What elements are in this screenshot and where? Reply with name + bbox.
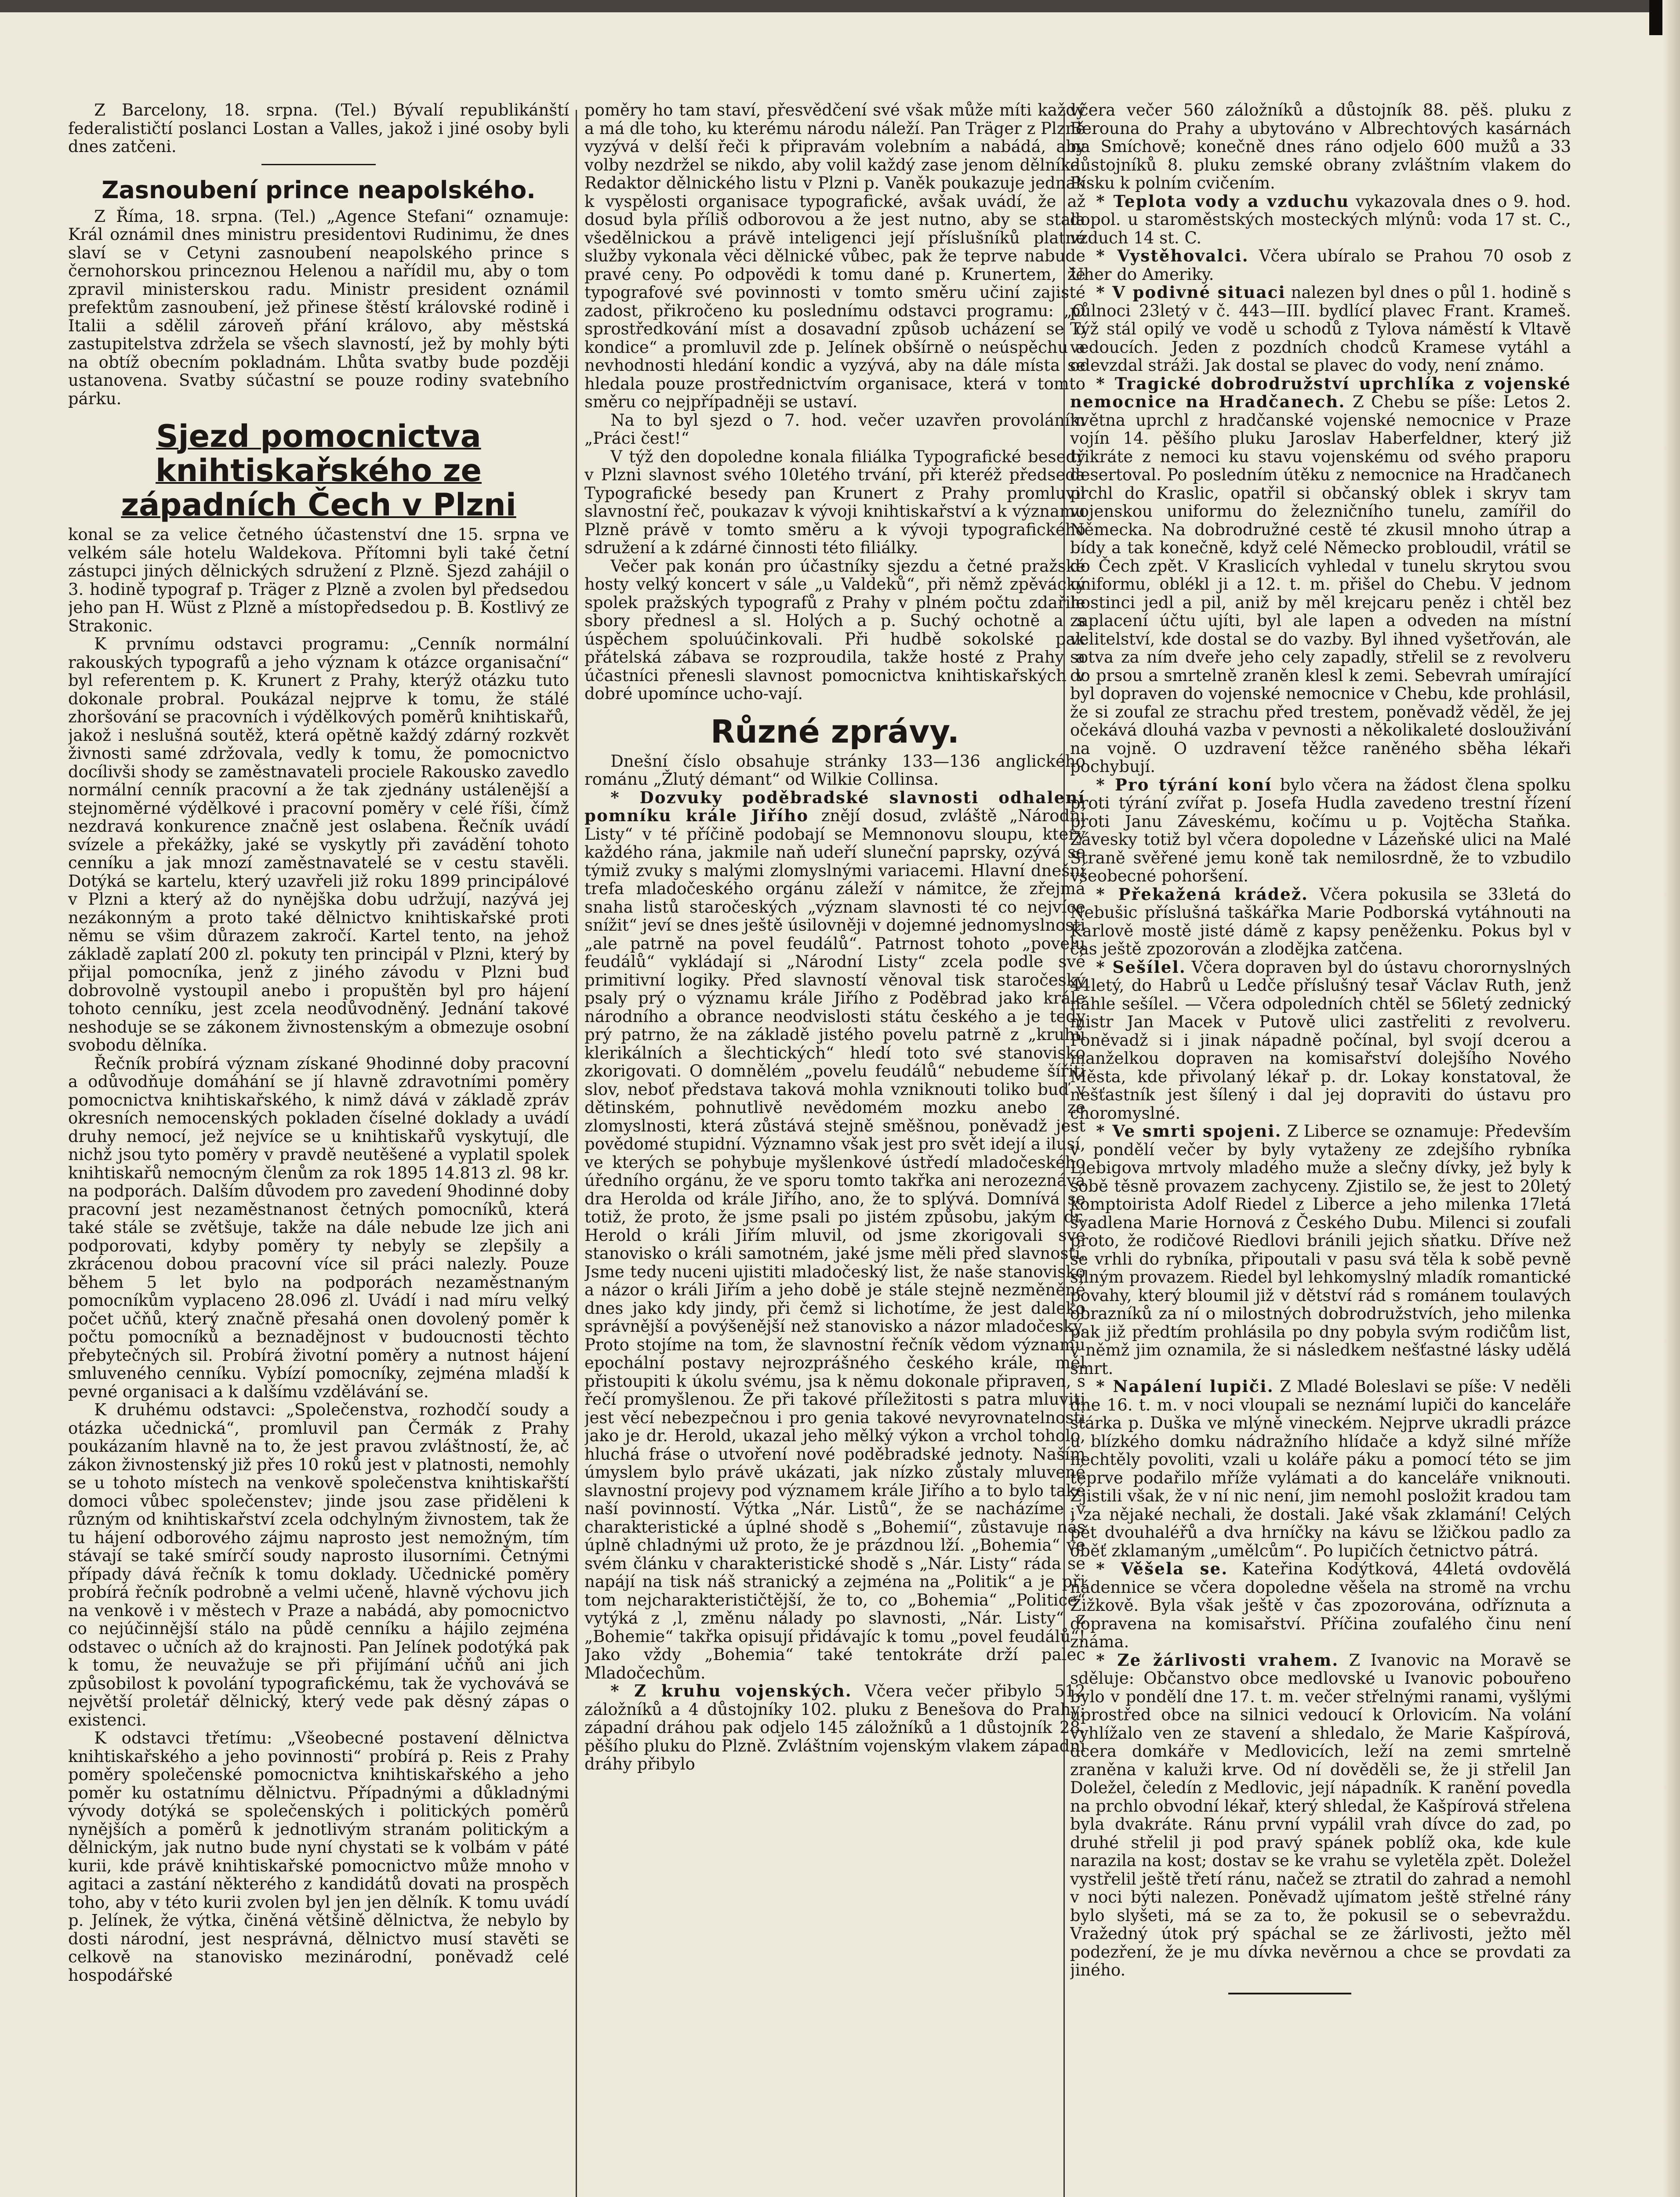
news-item-heading: * Dozvuky poděbradské slavnosti odhalení pomníku krále Jiřího xyxy=(584,787,1085,825)
news-item-military: * Z kruhu vojenských. Včera večer přibylo 512 záložníků a 4 důstojníky 102. pluku z Benešova do Prahy; západní dráhou pak odjelo 145 záložníků a 1 důstojník 28. pěšího pluku do Plzně. Zvláštním vojenským vlakem západní dráhy přibylo xyxy=(584,1681,1085,1773)
separator xyxy=(261,164,376,165)
news-item-theft: * Překažená krádež. Včera pokusila se 33letá do Nebušic příslušná taškářka Marie Podborská vytáhnouti na Karlově mostě jisté dámě z kapsy peněženku. Pokus byl v čas ještě zpozorován a zlodějka zatčena. xyxy=(1070,884,1571,958)
prince-text: Z Říma, 18. srpna. (Tel.) „Agence Stefani“ oznamuje: Král oznámil dnes ministru presidentovi Rudinimu, že dnes slaví se v Cetyni zasnoubení neapolského prince s černohorskou princeznou Helenou a nařídil mu, aby o tom zpravil ministerskou radu. Ministr president oznámil prefektům zasnoubení, jež přinese štěstí královské rodině i Italii a sdělil zároveň přání královo, aby městská zastupitelstva zdržela se všech slavností, jež by mohly býti na obtíž obecním pokladnám. Lhůta svatby bude později ustanovena. Svatby súčastní se pouze rodiny svatebního párku. xyxy=(68,207,569,408)
heading-sjezd: Sjezd pomocnictva knihtiskařského ze západních Čech v Plzni xyxy=(121,418,516,523)
end-rule xyxy=(1228,1993,1351,1994)
heading-prince: Zasnoubení prince neapolského. xyxy=(102,176,536,204)
sjezd-para-1: konal se za velice četného účastenství dne 15. srpna ve velkém sále hotelu Waldekova. Přítomni byli také četní zástupci jiných dělnických sdružení z Plzně. Sjezd zahájil o 3. hodině typograf p. Träger z Plzně a zvolen byl předsedou jeho pan H. Wüst z Plzně a místopředsedou p. B. Kostlivý ze Strakonic. xyxy=(68,525,569,635)
sjezd-para-3: Řečník probírá význam získané 9hodinné doby pracovní a odůvodňuje domáhání se jí hlavně zdravotními poměry pomocnictva knihtiskařského, k nimž dává v základě zpráv okresních nemocenských pokladen číselné doklady a uvádí druhy nemocí, jež nejvíce se u knihtiskařů vyskytují, dle nichž jsou tyto poměry v pravdě neutěšené a vyplatil spolek knihtiskařů nemocným členům za rok 1895 14.813 zl. 98 kr. na podporách. Dalším důvodem pro zavedení 9hodinné doby pracovní jest nezaměstnanost četných pomocníků, která také stále se zvětšuje, takže na dále nebude lze jich ani podporovati, kdyby poměry ty nebyly se zlepšily a zkrácenou dobou pracovní více sil práci nalezly. Pouze během 5 let bylo na podporách nezaměstnaným pomocníkům vyplaceno 28.096 zl. Uvádí i nad míru velký počet učňů, který značně přesahá onen dovolený poměr k počtu pomocníků a beznadějnost v budoucnosti těchto přebytečných sil. Probírá životní poměry a nutnost hájení smluveného cenníku. Vybízí pomocníky, zejména mladší k pevné organisaci a k dalšímu vzdělávání se. xyxy=(68,1054,569,1401)
sjezd-cont-3: V týž den dopoledne konala filiálka Typografické besedy v Plzni slavnost svého 10letého trvání, při kteréž předseda Typografické besedy pan Krunert z Prahy promluvil slavnostní řeč, poukazav k vývoji knihtiskařství a k významu Plzně právě v tomto směru a k vývoji typografického sdružení a k zdárné činnosti této filiálky. xyxy=(584,447,1085,557)
news-item-insane: * Sešílel. Včera dopraven byl do ústavu chorornyslných 44letý, do Habrů u Ledče příslušný tesař Václav Ruth, jenž náhle sešílel. — Včera odpoledních chtěl se 56letý zednický mistr Jan Macek v Putově ulici zastřeliti z revolveru. Poněvadž si i jinak nápadně počínal, byl svojí dcerou a manželkou dopraven na komisařství dolejšího Nového Města, kde přivolaný lékař p. dr. Lokay konstatoval, že nešťastník jest šílený i dal jej dopraviti do ústavu pro choromyslné. xyxy=(1070,957,1571,1123)
sjezd-para-4: K druhému odstavci: „Společenstva, rozhodčí soudy a otázka učednická“, promluvil pan Čermák z Prahy poukázaním hlavně na to, že jest pravou zvláštností, že, ač zákon živnostenský již přes 10 roků jest v platnosti, nemohly se u tohoto místech na venkově společenstva knihtiskařští domoci vůbec společenstev; jinde jsou zase přiděleni k různým od knihtiskařství zcela odchylným živnostem, tak že tu hájení odborového zájmu naprosto jest nemožným, tím stávají se také smírčí soudy naprosto ilusorními. Četnými případy dává řečník k tomu doklady. Učednické poměry probírá řečník podrobně a velmi učeně, hlavně výchovu jich na venkově i v městech v Praze a nabádá, aby pomocnictvo co nejúčinnější stálo na půdě cenníku a hájilo zejména odstavec o učních až do krajnosti. Pan Jelínek podotýká pak k tomu, že neuvažuje se při přijímání učňů ani jich způsobilost k povolání typografickému, tak že vychovává se největší proletář dělnický, který vede pak děsný zápas o existenci. xyxy=(68,1400,569,1729)
sjezd-para-2: K prvnímu odstavci programu: „Cenník normální rakouských typografů a jeho význam k otázce organisační“ byl referentem p. K. Krunert z Prahy, kterýž otázku tuto dokonale probral. Poukázal nejprve k tomu, že stálé zhoršování se pracovních i výdělkových poměrů knihtiskařů, jakož i neslušná soutěž, která opětně každý zdárný rozkvět živnosti samé zdržovala, vedly k tomu, že pomocnictvo docílivši shody se zaměstnavateli prociele Rakousko zavedlo normální cenník pracovní a že tak zjednány ustálenější a stejnoměrné výdělkové i pracovní poměry v celé říši, čímž nezdravá konkurence značně jest oslabena. Řečník uvádí svízele a překážky, jaké se vyskytly při zavádění tohoto cenníku a jak mnozí zaměstnavatelé se v cestu stavěli. Dotýká se kartelu, který uzavřeli již roku 1899 principálové v Plzni a který až do nynějška dobu udržují, nazývá jej nezákonným a proto také dělnictvo knihtiskařské proti němu se všim důrazem zakročí. Kartel tento, na jehož základě zaplatí 200 zl. pokuty ten principál v Plzni, který by přijal pomocníka, jenž z jiného závodu v Plzni buď dobrovolně vystoupil anebo i propuštěn byl pro hájení tohoto cenníku, jest zcela neodůvodněný. Jednání takové neshoduje se se zákonem živnostenským a obmezuje osobní svobodu dělníka. xyxy=(68,634,569,1055)
news-item-temperature: * Teplota vody a vzduchu vykazovala dnes o 9. hod. dopol. u staroměstských mosteckých mlýnů: voda 17 st. C., vzduch 14 st. C. xyxy=(1070,191,1571,247)
column-rule-1 xyxy=(576,110,577,2197)
news-item-hanging: * Věšela se. Kateřina Kodýtková, 44letá ovdovělá nádennice se včera dopoledne věšela na stromě na vrchu Žižkově. Byla však ještě v čas zpozorována, odříznuta a dopravena na komisařství. Příčina zoufalého činu není známa. xyxy=(1070,1559,1571,1651)
sjezd-para-5: K odstavci třetímu: „Všeobecné postavení dělnictva knihtiskařského a jeho povinnosti“ probírá p. Reis z Prahy poměry společenské pomocnictva knihtiskařského a jeho poměr ku ostatnímu dělnictvu. Případnými a důkladnými vývody dotýká se společenských i politických poměrů nynějších a poměrů k jednotlivým stranám politickým a dělnickým, jak nutno bude nyní chystati se k volbám v páté kurii, kde právě knihtiskařské pomocnictvo může mnoho v agitaci a zastání některého z kandidátů dovati na prospěch toho, aby v této kurii zvolen byl jen jen dělník. K tomu uvádí p. Jelínek, že výtka, činěná většině dělnictva, že nebylo by dosti národní, jest nesprávná, dělnictvo musí stavěti se celkově na stanovisko mezinárodní, poněvadž celé hospodářské xyxy=(68,1729,569,1985)
column-3 xyxy=(1070,101,1571,2197)
sjezd-cont-4: Večer pak konán pro účastníky sjezdu a četné pražské hosty velký koncert v sále „u Valdeků“, při němž zpěvácký spolek pražských typografů z Prahy v plném počtu zdařile sbory přednesl a sl. Holých a p. Suchý ochotně a s úspěchem spoluúčinkovali. Při hudbě sokolské pak přátelská zábava se rozproudila, takže hosté z Prahy a účastníci přenesli slavnost pomocnictva knihtiskařských v dobré upomínce ucho-vají. xyxy=(584,556,1085,703)
news-item-horses: * Pro týrání koní bylo včera na žádost člena spolku proti týrání zvířat p. Josefa Hudla zavedeno trestní řízení proti Janu Záveskému, kočímu u p. Vojtěcha Staňka. Závesky totiž byl včera dopoledne v Lázeňské ulici na Malé Straně svěřené jemu koně tak nemilosrdně, že to vzbudilo všeobecné pohoršení. xyxy=(1070,775,1571,885)
news-item-situation: * V podivné situaci nalezen byl dnes o půl 1. hodině s půlnoci 23letý v č. 443—III. bydlící plavec Frant. Krameš. Týž stál opilý ve vodě u schodů z Tylova náměstí k Vltavě vedoucích. Jeden z pozdních chodců Kramese vytáhl a odevzdal stráži. Jak dostal se plavec do vody, není známo. xyxy=(1070,283,1571,375)
heading-ruzne-zpravy: Různé zprávy. xyxy=(711,713,959,750)
column-2 xyxy=(584,101,1085,2197)
news-item-heading: * Z kruhu vojenských. xyxy=(610,1681,852,1700)
news-item-death: * Ve smrti spojeni. Z Liberce se oznamuje: Především v pondělí večer by byly vytaženy ze zdejšího rybníka Liebigova mrtvoly mladého muže a slečny dívky, jež byly k sobě těsně provazem zachyceny. Zjistilo se, že jest to 20letý komptoirista Adolf Riedel z Liberce a jeho milenka 17letá švadlena Marie Hornová z Českého Dubu. Milenci si zoufali proto, že rodičové Riedlovi bránili jejich sňatku. Dříve než se vrhli do rybníka, připoutali v pasu svá těla k sobě pevně silným provazem. Riedel byl lehkomyslný mladík romantické povahy, který bloumil již v dětství rád s románem toulavých obrazníků za ní o milostných dobrodružstvích, jeho milenka pak již předtím prohlásila po dny pobyla svým rodičům list, v němž jim oznamila, že si následkem nešťastné lásky udělá smrt. xyxy=(1070,1121,1571,1378)
sjezd-cont-2: Na to byl sjezd o 7. hod. večer uzavřen provoláním „Práci čest!“ xyxy=(584,410,1085,448)
page-top-edge xyxy=(0,0,1680,12)
sjezd-cont-1: poměry ho tam staví, přesvědčení své však může míti každý a má dle toho, ku kterému národu náleží. Pan Träger z Plzně vyzývá v delší řeči k připravám volebním a nabádá, aby volby nezdržel se nikdo, aby volil každý zase jenom dělníka. Redaktor dělnického listu v Plzni p. Vaněk poukazuje jednak k vyspělosti organisace typografické, avšak uvádí, že až dosud byla příliš odborovou a že jest nutno, aby se stala všedělnickou a právě inteligenci její příslušníků platné služby vykonala věci dělnické vůbec, pak že teprve nabude pravé ceny. Po odpovědi k tomu dané p. Krunertem, že typografové své povinnosti v tomto směru učiní zajisté zadost, přikročeno ku poslednímu odstavci programu: „O sprostředkování míst a dosavadní způsob ucházení se o kondice“ a promluvil zde p. Jelínek obšírně o neúspěchu a nevhodnosti hledání kondic a vyzývá, aby na dále místa se hledala pouze prostřednictvím organisace, která v tomto směru co nejpřípadněji se ustaví. xyxy=(584,101,1085,411)
news-item-emigrants: * Vystěhovalci. Včera ubíralo se Prahou 70 osob z Uher do Ameriky. xyxy=(1070,246,1571,284)
column-1 xyxy=(68,101,569,2197)
news-item-deserter: * Tragické dobrodružství uprchlíka z vojenské nemocnice na Hradčanech. Z Chebu se píše: Letos 2. května uprchl z hradčanské vojenské nemocnice v Praze vojín 14. pěšího pluku Jaroslav Haberfeldner, který již třikráte z nemoci ku stavu vojenskému od svého praporu desertoval. Po posledním útěku z nemocnice na Hradčanech prchl do Kraslic, opatřil si občanský oblek i skryv tam vojenskou uniformu do železničního tunelu, zamířil do Německa. Na dobrodružné cestě té zkusil mnoho útrap a bídy a tak konečně, když celé Německo probloudil, vrátil se do Čech zpět. V Kraslicích vyhledal v tunelu skrytou svou uniformu, oblékl ji a 12. t. m. přišel do Chebu. V jednom hostinci jedl a pil, aniž by měl krejcaru peněz i chtěl bez zaplacení účtu ujíti, byl ale lapen a odveden na místní velitelství, kde dostal se do vazby. Byl ihned vyšetřován, ale sotva za ním dveře jeho cely zapadly, střelil se z revolveru do prsou a smrtelně zraněn klesl k zemi. Sebevrah umírající byl dopraven do vojenské nemocnice v Chebu, kde prohlásil, že si zoufal ze strachu před trestem, poněvadž věděl, že jej očekává dlouhá vazba v pevnosti a několikaleté doslouživání na vojně. O uzdravení těžce raněného sběha lékaři pochybují. xyxy=(1070,373,1571,776)
news-item-robbers: * Napálení lupiči. Z Mladé Boleslavi se píše: V neděli dne 16. t. m. v noci vloupali se neznámí lupiči do kanceláře stárka p. Duška ve mlýně vineckém. Nejprve ukradli prázce u blízkého domku nádražního hlídače a když silné mříže nechtěly povoliti, vzali u koláře páku a pomocí této se jim teprve podařilo mříže vylámati a do kanceláře vniknouti. Zjistili však, že v ní nic není, jim nemohl posložit kradou tam i za nějaké nechali, že dostali. Jaké však zklamání! Celých pět dvouhaléřů a dva hrníčky na kávu se lžičkou padlo za oběť zklamaným „umělcům“. Po lupičích četnictvo pátrá. xyxy=(1070,1377,1571,1560)
page-right-edge xyxy=(1662,0,1680,2197)
news-item-podebrady: * Dozvuky poděbradské slavnosti odhalení pomníku krále Jiřího znějí dosud, zvláště „Národní Listy“ v té příčině podobají se Memnonovu sloupu, který každého rána, jakmile naň udeří sluneční paprsky, ozývá se týmiž zvuky s malými zlomyslnými variacemi. Hlavní dnešní trefa mladočeského orgánu záleží v námitce, že zřejmá snaha listů staročeských „význam slavnosti té co nejvíce snížit“ jeví se dnes ještě úsilovněji v dojemné jednomyslnosti „ale patrně na povel feudálů“. Patrnost tohoto „povelu feudálů“ vykládají si „Národní Listy“ zcela podle své primitivní logiky. Před slavností věnoval tisk staročeský psaly prý o významu krále Jiřího z Poděbrad jako krále národního a obrance neodvislosti státu českého a je tedy prý patrno, že na základě jistého povelu patrně z „kruhů klerikálních a šlechtických“ hledí toto své stanovisko zkorigovati. O domnělém „povelu feudálů“ nebudeme šířiti slov, neboť představa taková mohla vzniknouti toliko buď v dětinském, pohnutlivě nevědomém mozku anebo ze zlomyslnosti, která zůstává stejně směšnou, poněvadž jest povědomé stupidní. Významno však jest pro svět idejí a ilusí, ve kterých se pohybuje myšlenkové ústředí mladočeského úředního orgánu, že ve sporu tomto takřka ani nerozeznává dra Herolda od krále Jiřího, ano, že to splývá. Domnívá se totiž, že proto, že jsme psali po jistém způsobu, jakým dr. Herold o králi Jiřím mluvil, od jsme zkorigovali své stanovisko o králi samotném, jaké jsme měli před slavností. Jsme tedy nuceni ujistiti mladočeský list, že naše stanovisko a názor o králi Jiřím a jeho době je stále stejně nezměněné dnes jako kdy jindy, při čemž si lichotíme, že jest daleko správnější a povýšenější než stanovisko a názor mladočeský. Proto stojíme na tom, že slavnostní řečník vědom významu epochální postavy nejrozprášného českého krále, měl přistoupiti k úkolu svému, jsa k němu dokonale připraven, s řečí promyšlenou. Že při takové příležitosti s patra mluviti jest věcí nebezpečnou i pro genia takové nevyrovnatelnosti jako je dr. Herold, ukazal jeho mělký výkon a vrchol toholo, hluchá fráse o utvoření nové poděbradské jednoty. Naším úmyslem bylo právě ukázati, jak nízko zůstaly mluvené slavnostní projevy pod významem krále Jiřího a to bylo také naší povinností. Výtka „Nár. Listů“, že se nacházíme v charakteristické a úplné shodě s „Bohemií“, zůstavuje nás úplně chladnými už proto, že je prázdnou lží. „Bohemia“ ve svém článku v charakteristické shodě s „Nár. Listy“ ráda se napájí na tisk náš stranický a zejména na „Politik“ a je při tom nejcharakterističtější, že to, co „Bohemia“ „Politice“ vytýká z ,l, změnu nálady po slavnosti, „Nár. Listy“ z „Bohemie“ takřka opisují přidávajíc k tomu „povel feudálů“! Jako vždy „Bohemia“ také tentokráte drží palec Mladočechům. xyxy=(584,787,1085,1682)
barcelona-item: Z Barcelony, 18. srpna. (Tel.) Bývalí republikánští federalističtí poslanci Lostan a Valles, jakož i jiné osoby byli dnes zatčeni. xyxy=(68,101,569,156)
news-item-novel: Dnešní číslo obsahuje stránky 133—136 anglického románu „Žlutý démant“ od Wilkie Collinsa. xyxy=(584,751,1085,789)
military-cont: včera večer 560 záložníků a důstojník 88. pěš. pluku z Berouna do Prahy a ubytováno v Albrechtových kasárnách na Smíchově; konečně dnes ráno odjelo 600 mužů a 33 důstojníků 8. pluku zemské obrany zvláštním vlakem do Písku k polním cvičením. xyxy=(1070,101,1571,192)
news-item-jealousy: * Ze žárlivosti vrahem. Z Ivanovic na Moravě se sděluje: Občanstvo obce medlovské u Ivanovic pobouřeno bylo v pondělí dne 17. t. m. večer střelnými ranami, vyšlými uprostřed obce na silnici vedoucí k Orlovicím. Na volání vyhlížalo ven ze stavení a shledalo, že Marie Kašpírová, dcera domkáře v Medlovicích, leží na zemi smrtelně zraněna v kaluži krve. Od ní dověděli se, že ji střelil Jan Doležel, čeledín z Medlovic, její nápadník. K ranění povedla na prchlo obvodní lékař, který shledal, že Kašpírová střelena byla dvakráte. Ránu první vypálil vrah dívce do zad, po druhé střelil ji pod pravý spánek poblíž oka, kde kule narazila na kost; dostav se ke vrahu se vyletěla zpět. Doležel vystřelil ještě třetí ránu, načež se ztratil do zahrad a nemohl v noci býti nalezen. Poněvadž ujímatom ještě střelné rány bylo slyšeti, má se za to, že pokusil se o sebevraždu. Vražedný útok prý spáchal se ze žárlivosti, ježto měl podezření, že je mu dívka nevěrnou a chce se provdati za jiného. xyxy=(1070,1650,1571,1979)
